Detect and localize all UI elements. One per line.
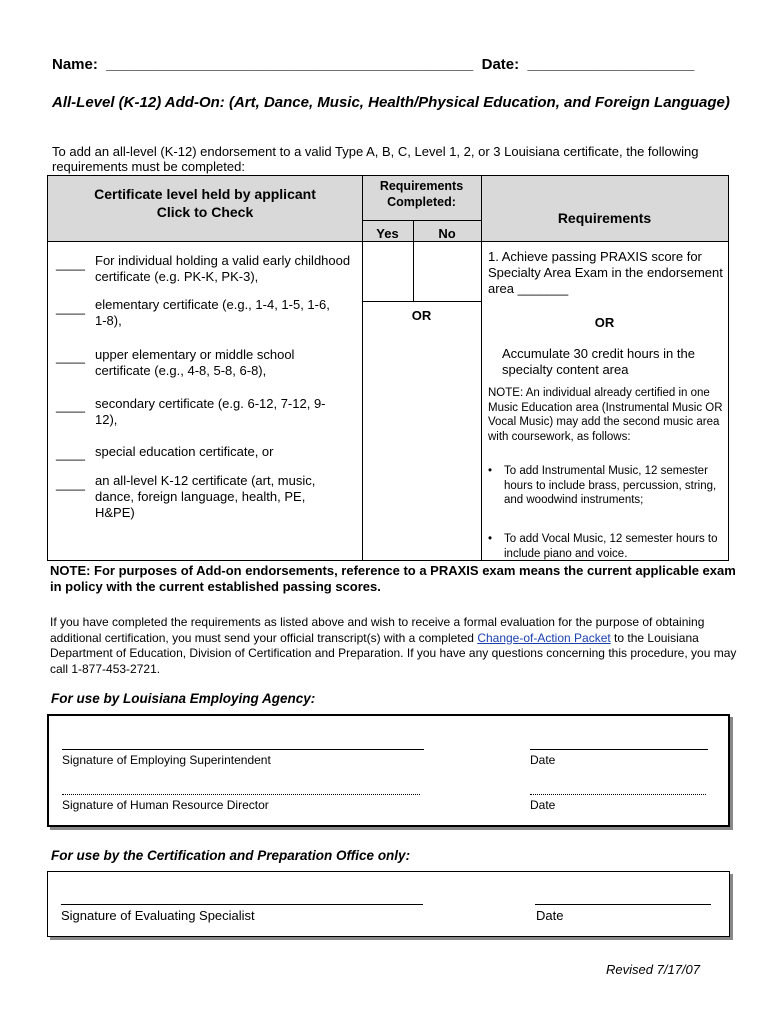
change-of-action-link[interactable]: Change-of-Action Packet	[477, 630, 611, 645]
paragraph-text-start: If you have completed the requirements as listed above and wish to receive a formal evaluation for the purpose of obtaining additional certification, you must send your official transcript(s) with a completed	[50, 615, 705, 645]
bullet-icon: •	[488, 465, 493, 477]
hr-signature-label: Signature of Human Resource Director	[62, 798, 269, 812]
cert-early-childhood: For individual holding a valid early childhood certificate (e.g. PK-K, PK-3),	[95, 253, 351, 284]
checkbox-special-education[interactable]: ____	[56, 446, 85, 461]
office-use-title: For use by the Certification and Preparation Office only:	[51, 848, 411, 863]
col2-header-line2: Completed:	[387, 195, 456, 209]
requirements-table	[47, 175, 729, 561]
page-title: All-Level (K-12) Add-On: (Art, Dance, Music, Health/Physical Education, and Foreign Language)	[52, 94, 730, 111]
specialist-date-line[interactable]	[535, 904, 711, 905]
yes-header: Yes	[376, 226, 399, 241]
superintendent-signature-label: Signature of Employing Superintendent	[62, 753, 271, 767]
employing-agency-title: For use by Louisiana Employing Agency:	[51, 691, 316, 706]
cert-upper-elementary: upper elementary or middle school certificate (e.g., 4-8, 5-8, 6-8),	[95, 347, 295, 378]
specialist-signature-line[interactable]	[61, 904, 423, 905]
checkbox-all-level[interactable]: ____	[56, 476, 85, 491]
date-field[interactable]: ____________________	[527, 56, 695, 73]
col2-header-line1: Requirements	[379, 179, 464, 193]
col1-header-line2: Click to Check	[156, 204, 254, 220]
revision-date: Revised 7/17/07	[606, 962, 700, 977]
cert-special-education: special education certificate, or	[95, 444, 274, 459]
bullet-text: To add Instrumental Music, 12 semester hours to include brass, percussion, string, and woodwind instruments;	[504, 465, 717, 506]
intro-text: To add an all-level (K-12) endorsement to a valid Type A, B, C, Level 1, 2, or 3 Louisiana certificate, the following requirements must be completed:	[52, 144, 699, 174]
requirement-praxis: 1. Achieve passing PRAXIS score for Specialty Area Exam in the endorsement area _______	[488, 249, 723, 296]
superintendent-signature-line[interactable]	[62, 749, 424, 750]
no-header: No	[438, 226, 456, 241]
bullet-text: To add Vocal Music, 12 semester hours to include piano and voice.	[504, 533, 718, 560]
employing-agency-box	[47, 714, 730, 827]
name-label: Name:	[52, 56, 98, 73]
name-field[interactable]: ____________________________________________	[106, 56, 474, 73]
paragraph-text-end: to the Louisiana Department of Education, Division of Certification and Preparation. If you have any questions concerning this procedure, you may call 1-877-453-2721.	[50, 630, 737, 676]
date-label: Date:	[481, 56, 520, 73]
music-bullet-vocal	[488, 532, 724, 561]
evaluation-paragraph	[50, 615, 740, 677]
hr-signature-line[interactable]	[62, 794, 420, 795]
superintendent-date-label: Date	[530, 753, 556, 767]
specialist-signature-label: Signature of Evaluating Specialist	[61, 908, 255, 923]
hr-date-label: Date	[530, 798, 556, 812]
or-label-requirements: OR	[594, 315, 615, 330]
checkbox-upper-elementary[interactable]: ____	[56, 349, 85, 364]
requirement-credit-hours: Accumulate 30 credit hours in the specialty content area	[502, 346, 695, 377]
divider	[362, 220, 481, 221]
cert-secondary: secondary certificate (e.g. 6-12, 7-12, 9-12),	[95, 396, 326, 427]
praxis-note: NOTE: For purposes of Add-on endorsements, reference to a PRAXIS exam means the current applicable exam in policy with the current established passing scores.	[50, 563, 736, 594]
music-note: NOTE: An individual already certified in one Music Education area (Instrumental Music OR Vocal Music) may add the second music area with coursework, as follows:	[488, 387, 723, 443]
music-bullet-instrumental	[488, 464, 724, 508]
cert-elementary: elementary certificate (e.g., 1-4, 1-5, 1-6, 1-8),	[95, 297, 330, 328]
office-use-box	[47, 871, 730, 937]
specialist-date-label: Date	[536, 908, 564, 923]
col1-header	[48, 185, 362, 221]
or-label-middle: OR	[411, 308, 432, 323]
checkbox-early-childhood[interactable]: ____	[56, 256, 85, 271]
checkbox-elementary[interactable]: ____	[56, 300, 85, 315]
col1-header-line1: Certificate level held by applicant	[94, 186, 316, 202]
divider	[413, 241, 414, 301]
col3-header: Requirements	[557, 210, 652, 226]
hr-date-line[interactable]	[530, 794, 706, 795]
bullet-icon: •	[488, 533, 493, 545]
superintendent-date-line[interactable]	[530, 749, 708, 750]
name-date-line	[52, 56, 694, 73]
divider	[362, 301, 481, 302]
col2-header	[362, 178, 481, 210]
cert-all-level: an all-level K-12 certificate (art, music, dance, foreign language, health, PE, H&PE)	[95, 473, 316, 520]
divider	[481, 176, 482, 560]
checkbox-secondary[interactable]: ____	[56, 398, 85, 413]
